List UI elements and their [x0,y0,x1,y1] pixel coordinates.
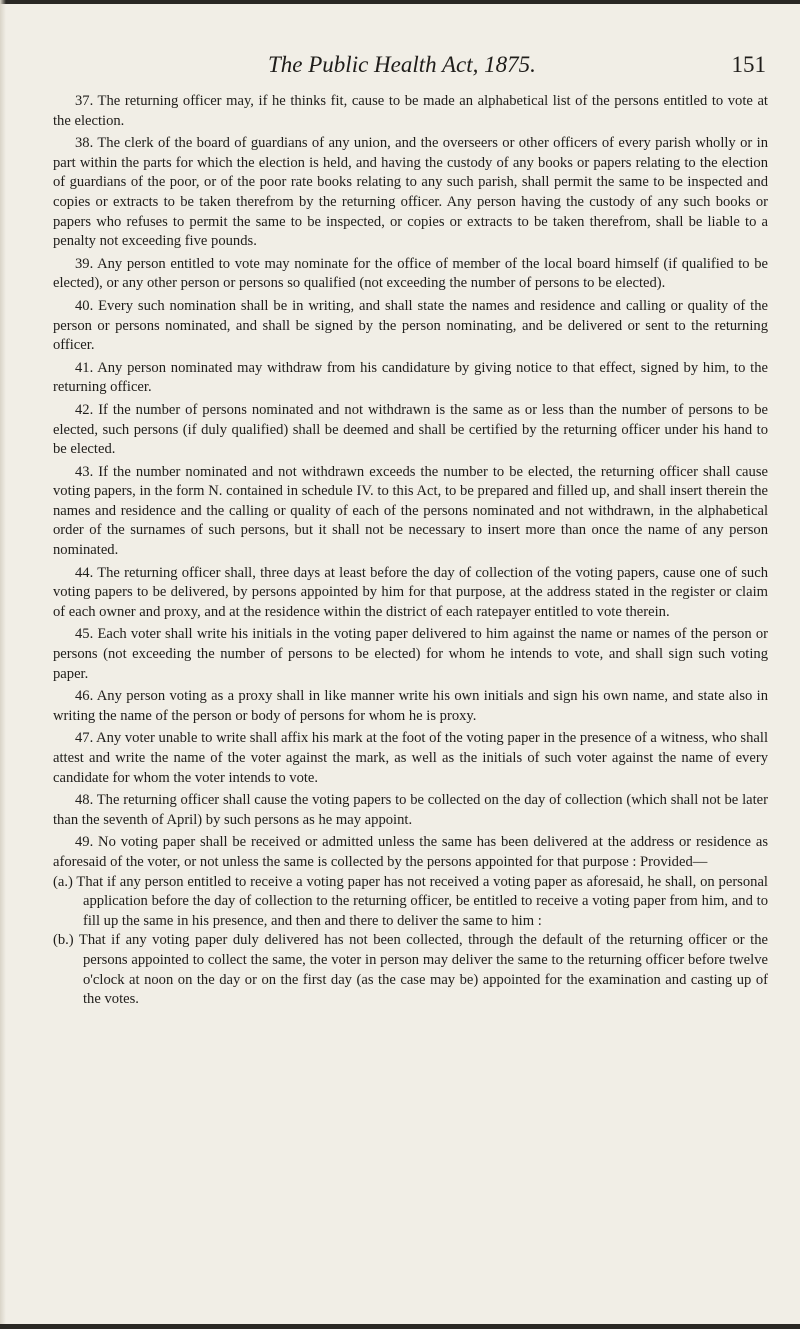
section-48: 48. The returning officer shall cause the voting papers to be collected on the day of collection (which shall not be later than the seventh of April) by such persons as he may appoint. [53,792,768,828]
body-text [53,92,768,1010]
section-46: 46. Any person voting as a proxy shall in like manner write his own initials and sign his own name, and state also in writing the name of the person or body of persons for whom he is proxy. [53,688,768,724]
top-border [0,0,800,4]
section-37: 37. The returning officer may, if he thinks fit, cause to be made an alphabetical list of the persons entitled to vote at the election. [53,93,768,129]
page-number: 151 [731,52,766,77]
section-42: 42. If the number of persons nominated and not withdrawn is the same as or less than the number of persons to be elected, such persons (if duly qualified) shall be deemed and shall be certified by the returning officer under his hand to be elected. [53,401,768,458]
section-44: 44. The returning officer shall, three days at least before the day of collection of the voting papers, cause one of such voting papers to be delivered, by persons appointed by him for that purpose, at the address stated in the register or claim of each owner and proxy, and at the residence within the district of each ratepayer entitled to vote therein. [53,564,768,620]
page-edge-shadow [0,0,6,1329]
bottom-border [0,1324,800,1329]
section-38: 38. The clerk of the board of guardians of any union, and the overseers or other officers of every parish wholly or in part within the parts for which the election is held, and having the custody of any books or papers relating to the election of guardians of the poor, or of the poor rate books relating to any such parish, shall permit the same to be inspected and copies or extracts to be taken therefrom by the returning officer. Any person having the custody of any such books or papers who refuses to permit the same to be inspected, or copies or extracts to be taken therefrom, shall be liable to a penalty not exceeding five pounds. [53,135,768,250]
book-page [53,52,768,1010]
section-43: 43. If the number nominated and not withdrawn exceeds the number to be elected, the returning officer shall cause voting papers, in the form N. contained in schedule IV. to this Act, to be prepared and filled up, and shall insert therein the names and residence and the calling or quality of each of the persons nominated and not withdrawn, in the alphabetical order of the surnames of such persons, but it shall not be necessary to insert more than once the name of any person nominated. [53,463,768,559]
section-49: 49. No voting paper shall be received or admitted unless the same has been delivered at the address or residence as aforesaid of the voter, or not unless the same is collected by the persons appointed for that purpose : Provided— [53,834,768,870]
section-40: 40. Every such nomination shall be in writing, and shall state the names and residence and calling or quality of the person or persons nominated, and shall be signed by the person nominating, and be delivered or sent to the returning officer. [53,297,768,354]
section-39: 39. Any person entitled to vote may nominate for the office of member of the local board himself (if qualified to be elected), or any other person or persons so qualified (not exceeding the number of persons to be elected). [53,255,768,292]
proviso-b: (b.) That if any voting paper duly delivered has not been collected, through the default of the returning officer or the persons appointed to collect the same, the voter in person may deliver the same to the returning officer before twelve o'clock at noon on the day or on the first day (as the case may be) appointed for the examination and casting up of the votes. [53,932,768,1008]
section-45: 45. Each voter shall write his initials in the voting paper delivered to him against the name or names of the person or persons (not exceeding the number of persons to be elected) for whom he intends to vote, and shall sign such voting paper. [53,626,768,682]
section-47: 47. Any voter unable to write shall affix his mark at the foot of the voting paper in the presence of a witness, who shall attest and write the name of the voter against the mark, as well as the initials of such voter against the name of every candidate for whom the voter intends to vote. [53,730,768,786]
section-41: 41. Any person nominated may withdraw from his candidature by giving notice to that effect, signed by him, to the returning officer. [53,359,768,396]
proviso-a: (a.) That if any person entitled to receive a voting paper has not received a voting paper as aforesaid, he shall, on personal application before the day of collection to the returning officer, be entitled to receive a voting paper from him, and to fill up the same in his presence, and then and there to deliver the same to him : [53,873,768,929]
running-title: The Public Health Act, 1875. [268,52,536,77]
page-header [53,52,768,92]
